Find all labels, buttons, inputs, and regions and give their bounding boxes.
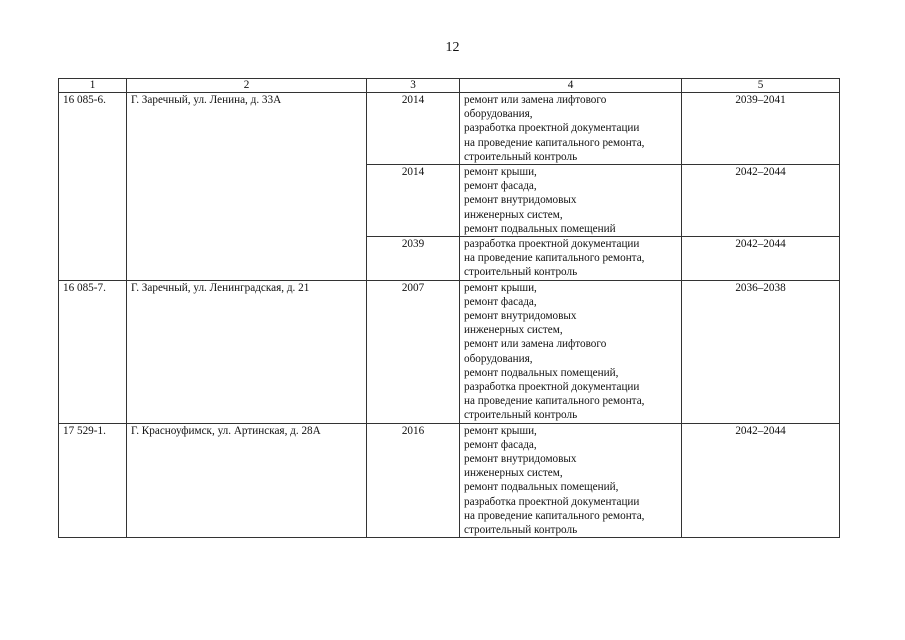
work-type-line: инженерных систем, (464, 324, 563, 337)
work-type-line: оборудования, (464, 108, 533, 121)
repair-schedule-table (58, 78, 840, 538)
work-type-line: строительный контроль (464, 409, 578, 422)
planned-period: 2039–2041 (682, 93, 840, 165)
work-type-line: ремонт фасада, (464, 295, 537, 308)
commission-year: 2014 (367, 93, 460, 165)
work-type-line: ремонт подвальных помещений, (464, 481, 619, 494)
work-type-line: на проведение капитального ремонта, (464, 395, 645, 408)
commission-year: 2016 (367, 423, 460, 538)
work-type-line: ремонт фасада, (464, 438, 537, 451)
work-types (460, 280, 682, 423)
building-code: 17 529-1. (59, 423, 127, 538)
building-address: Г. Красноуфимск, ул. Артинская, д. 28А (127, 423, 367, 538)
work-type-line: ремонт подвальных помещений, (464, 366, 619, 379)
planned-period: 2042–2044 (682, 165, 840, 237)
planned-period: 2042–2044 (682, 237, 840, 281)
work-types (460, 93, 682, 165)
work-type-line: строительный контроль (464, 524, 578, 537)
work-type-line: ремонт крыши, (464, 281, 537, 294)
work-type-line: на проведение капитального ремонта, (464, 252, 645, 265)
work-type-line: ремонт или замена лифтового (464, 94, 607, 106)
table-row (59, 423, 840, 538)
building-code: 16 085-6. (59, 93, 127, 281)
work-type-line: на проведение капитального ремонта, (464, 136, 645, 149)
table-row (59, 280, 840, 423)
work-types (460, 423, 682, 538)
column-header-1: 1 (59, 79, 127, 93)
work-type-line: ремонт крыши, (464, 166, 537, 179)
table-header-row (59, 79, 840, 93)
work-type-line: разработка проектной документации (464, 495, 640, 508)
work-type-line: инженерных систем, (464, 208, 563, 221)
work-type-line: ремонт внутридомовых (464, 310, 577, 323)
planned-period: 2036–2038 (682, 280, 840, 423)
work-type-line: ремонт или замена лифтового (464, 338, 607, 351)
building-address: Г. Заречный, ул. Ленинградская, д. 21 (127, 280, 367, 423)
column-header-2: 2 (127, 79, 367, 93)
work-types (460, 165, 682, 237)
work-type-line: на проведение капитального ремонта, (464, 509, 645, 522)
work-type-line: разработка проектной документации (464, 381, 640, 394)
building-address: Г. Заречный, ул. Ленина, д. 33А (127, 93, 367, 281)
commission-year: 2014 (367, 165, 460, 237)
column-header-4: 4 (460, 79, 682, 93)
work-type-line: инженерных систем, (464, 467, 563, 480)
work-type-line: ремонт внутридомовых (464, 453, 577, 466)
work-type-line: ремонт фасада, (464, 180, 537, 193)
commission-year: 2039 (367, 237, 460, 281)
work-type-line: разработка проектной документации (464, 238, 640, 251)
table-body (59, 93, 840, 538)
column-header-3: 3 (367, 79, 460, 93)
work-type-line: оборудования, (464, 352, 533, 365)
work-type-line: строительный контроль (464, 266, 578, 279)
page-number: 12 (445, 40, 460, 55)
column-header-5: 5 (682, 79, 840, 93)
work-type-line: строительный контроль (464, 150, 578, 163)
table-row (59, 93, 840, 165)
building-code: 16 085-7. (59, 280, 127, 423)
work-types (460, 237, 682, 281)
commission-year: 2007 (367, 280, 460, 423)
work-type-line: разработка проектной документации (464, 122, 640, 135)
work-type-line: ремонт подвальных помещений (464, 222, 616, 235)
work-type-line: ремонт внутридомовых (464, 194, 577, 207)
planned-period: 2042–2044 (682, 423, 840, 538)
work-type-line: ремонт крыши, (464, 424, 537, 437)
